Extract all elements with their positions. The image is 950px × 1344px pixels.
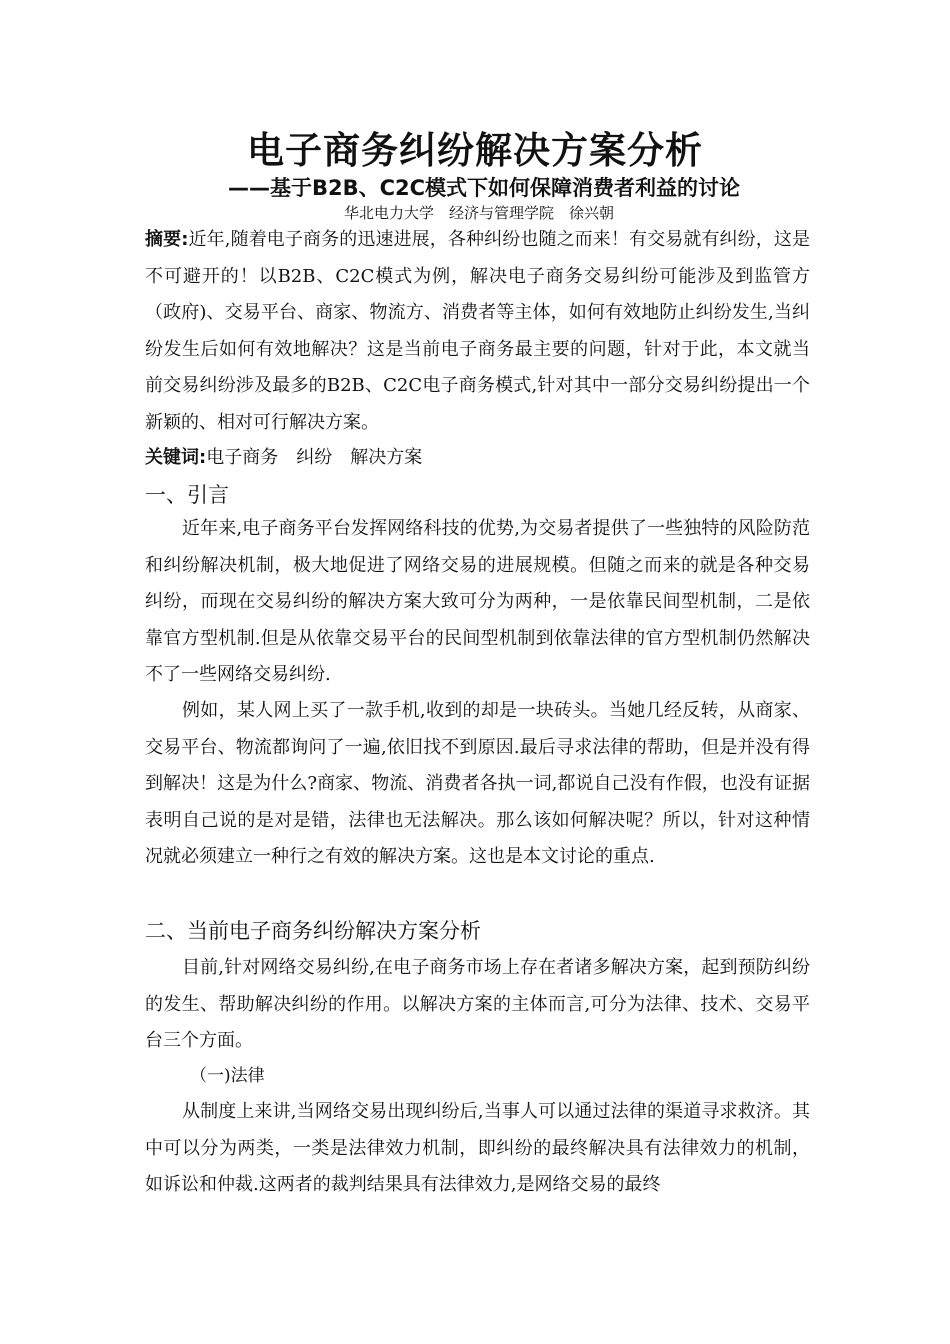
section-1-paragraph-1: 近年来,电子商务平台发挥网络科技的优势,为交易者提供了一些独特的风险防范和纠纷解决机制，极大地促进了网络交易的进展规模。但随之而来的就是各种交易纠纷，而现在交易纠纷的解决方案大致可分为两种，一是依靠民间型机制，二是依靠官方型机制.但是从依靠交易平台的民间型机制到依靠法律的官方型机制仍然解决不了一些网络交易纠纷. [145, 518, 810, 685]
subsection-law-heading: （一)法律 [190, 1066, 265, 1086]
section-1-paragraph-2: 例如，某人网上买了一款手机,收到的却是一块砖头。当她几经反转，从商家、交易平台、物流都询问了一遍,依旧找不到原因.最后寻求法律的帮助，但是并没有得到解决！这是为什么?商家、物流、消费者各执一词,都说自己没有作假，也没有证据表明自己说的是对是错，法律也无法解决。那么该如何解决呢？所以，针对这种情况就必须建立一种行之有效的解决方案。这也是本文讨论的重点. [145, 700, 810, 867]
keywords-text: 电子商务 纠纷 解决方案 [206, 447, 423, 468]
abstract-paragraph [145, 222, 810, 441]
section-2-intro-block [145, 950, 810, 1060]
keywords-block [145, 440, 810, 477]
section-1-heading: 一、引言 [145, 483, 229, 507]
abstract-label: 摘要: [145, 229, 189, 250]
abstract-text: 近年,随着电子商务的迅速进展，各种纠纷也随之而来！有交易就有纠纷，这是不可避开的！以B2B、C2C模式为例，解决电子商务交易纠纷可能涉及到监管方（政府)、交易平台、商家、物流方、消费者等主体，如何有效地防止纠纷发生,当纠纷发生后如何有效地解决？这是当前电子商务最主要的问题，针对于此，本文就当前交易纠纷涉及最多的B2B、C2C电子商务模式,针对其中一部分交易纠纷提出一个新颖的、相对可行解决方案。 [145, 229, 810, 433]
abstract-block [145, 222, 810, 441]
section-1-paragraph-2-block [145, 693, 810, 876]
section-1-paragraph-1-block [145, 511, 810, 694]
author-line: 华北电力大学 经济与管理学院 徐兴朝 [343, 204, 614, 222]
section-2-heading: 二、当前电子商务纠纷解决方案分析 [145, 919, 481, 943]
section-2-intro: 目前,针对网络交易纠纷,在电子商务市场上存在者诸多解决方案，起到预防纠纷的发生、帮助解决纠纷的作用。以解决方案的主体而言,可分为法律、技术、交易平台三个方面。 [145, 957, 810, 1051]
keywords-label: 关键词: [145, 447, 207, 468]
subsection-law-paragraph-block [145, 1094, 810, 1204]
document-subtitle: ——基于B2B、C2C模式下如何保障消费者利益的讨论 [227, 176, 741, 200]
subsection-law-paragraph: 从制度上来讲,当网络交易出现纠纷后,当事人可以通过法律的渠道寻求救济。其中可以分为两类，一类是法律效力机制，即纠纷的最终解决具有法律效力的机制，如诉讼和仲裁.这两者的裁判结果具有法律效力,是网络交易的最终 [145, 1101, 810, 1195]
keywords-paragraph [145, 440, 810, 477]
document-title: 电子商务纠纷解决方案分析 [247, 129, 703, 172]
